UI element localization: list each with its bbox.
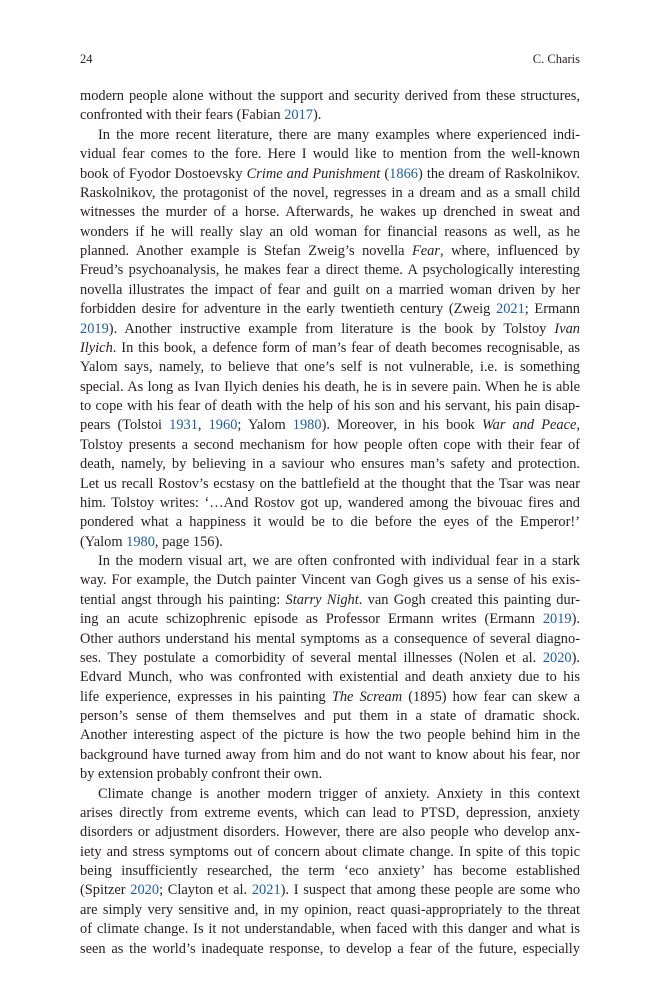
- text-line: [80, 87, 580, 106]
- text-run: forbidden desire for adventure in the early twentieth century (Zweig: [80, 301, 497, 318]
- text-line: [80, 688, 580, 707]
- text-run: by extension probably confront their own.: [80, 766, 323, 783]
- text-line: [80, 126, 580, 145]
- text-line: [80, 106, 580, 125]
- text-line: [80, 455, 580, 474]
- text-line: [80, 591, 580, 610]
- text-line: [80, 145, 580, 164]
- paragraph-1: [80, 87, 580, 126]
- text-run: to cope with his fear of death with the help of his son and his servant, his pain disap-: [80, 398, 580, 414]
- text-run: iety and stress symptoms out of concern about climate change. In spite of this topic: [80, 843, 580, 860]
- text-line: [80, 571, 580, 590]
- text-run: Edvard Munch, who was confronted with existential and death anxiety due to his: [80, 669, 580, 686]
- text-line: [80, 416, 580, 435]
- text-run: ). Moreover, in his book: [321, 417, 482, 434]
- text-run: Other authors understand his mental symptoms as a consequence of several diagno-: [80, 630, 580, 647]
- text-line: [80, 765, 580, 784]
- paragraph-2: [80, 126, 580, 552]
- text-line: [80, 920, 580, 939]
- italic-title: War and Peace: [481, 417, 577, 434]
- text-line: [80, 940, 580, 959]
- text-line: [80, 726, 580, 745]
- text-run: ). Another instructive example from literature is the book by Tolstoy: [108, 320, 555, 337]
- text-line: [80, 804, 580, 823]
- text-run: person’s sense of them themselves and put them in a state of dramatic shock.: [80, 708, 580, 724]
- text-run: In the more recent literature, there are many examples where experienced indi-: [98, 126, 580, 143]
- italic-title: Starry Night: [285, 591, 359, 608]
- text-run: ing an acute schizophrenic episode as Professor Ermann writes (Ermann: [80, 611, 543, 628]
- text-run: (Spitzer: [80, 882, 131, 899]
- text-line: [80, 649, 580, 668]
- citation-year-link[interactable]: 2020: [130, 882, 160, 899]
- text-line: [80, 242, 580, 261]
- text-run: ; Yalom: [237, 417, 293, 434]
- text-run: way. For example, the Dutch painter Vincent van Gogh gives us a sense of his exis-: [80, 572, 580, 589]
- text-run: planned. Another example is Stefan Zweig’s novella: [80, 243, 412, 259]
- text-line: [80, 785, 580, 804]
- page-number: 24: [80, 52, 93, 66]
- text-run: ,: [197, 417, 209, 434]
- text-run: seen as the world’s inadequate response, to develop a fear of the future, especially: [80, 940, 580, 957]
- text-line: [80, 901, 580, 920]
- text-run: (1895) how fear can skew a: [402, 688, 581, 705]
- text-line: [80, 610, 580, 629]
- body-text: [80, 87, 580, 959]
- italic-title: The Scream: [331, 688, 403, 705]
- text-line: [80, 746, 580, 765]
- text-run: him. Tolstoy writes: ‘…And Rostov got up, wandered among the bivouac fires and: [80, 494, 580, 511]
- citation-year-link[interactable]: 2019: [80, 320, 109, 337]
- text-run: Climate change is another modern trigger of anxiety. Anxiety in this context: [98, 785, 580, 802]
- text-run: . van Gogh created this painting dur-: [358, 591, 580, 608]
- text-run: witnesses the murder of a horse. Afterwards, he wakes up drenched in sweat and: [80, 204, 580, 221]
- text-run: novella illustrates the impact of fear and guilt on a married woman driven by her: [80, 281, 580, 298]
- text-line: [80, 668, 580, 687]
- citation-year-link[interactable]: 2021: [496, 301, 525, 318]
- text-run: ) the dream of Raskolnikov.: [417, 165, 580, 182]
- text-run: death, namely, by believing in a saviour who ensures man’s safety and protection.: [80, 456, 580, 473]
- text-run: In the modern visual art, we are often confronted with individual fear in a stark: [98, 553, 580, 569]
- text-line: [80, 320, 580, 339]
- text-run: modern people alone without the support and security derived from these structures,: [80, 88, 580, 104]
- citation-year-link[interactable]: 2017: [284, 107, 313, 124]
- text-run: background have turned away from him and do not want to know about his fear, nor: [80, 746, 580, 763]
- text-run: life experience, expresses in his painting: [80, 688, 332, 705]
- running-head-author: C. Charis: [532, 52, 580, 66]
- running-head: [80, 50, 580, 68]
- text-line: [80, 533, 580, 552]
- text-run: being insufficiently researched, the term ‘eco anxiety’ has become established: [80, 863, 580, 879]
- citation-year-link[interactable]: 1931: [169, 417, 198, 434]
- text-run: ses. They postulate a comorbidity of several mental illnesses (Nolen et al.: [80, 649, 543, 666]
- italic-title: Ilyich: [80, 339, 113, 356]
- text-line: [80, 707, 580, 726]
- text-run: confronted with their fears (Fabian: [80, 107, 285, 124]
- citation-year-link[interactable]: 2021: [251, 882, 281, 899]
- text-line: [80, 494, 580, 513]
- text-run: disorders or adjustment disorders. However, there are also people who develop anx-: [80, 824, 580, 841]
- text-run: ). I suspect that among these people are some who: [280, 882, 581, 899]
- text-run: Freud’s psychoanalysis, he makes fear a direct theme. A psychologically interesting: [80, 262, 580, 279]
- text-run: ).: [312, 107, 322, 124]
- citation-year-link[interactable]: 2020: [542, 649, 572, 666]
- citation-year-link[interactable]: 2019: [542, 611, 572, 628]
- citation-year-link[interactable]: 1960: [208, 417, 238, 434]
- text-line: [80, 862, 580, 881]
- text-run: vidual fear comes to the fore. Here I would like to mention from the well-known: [80, 146, 580, 163]
- text-line: [80, 436, 580, 455]
- text-run: pondered what a happiness it would be to die before the eyes of the Emperor!’: [80, 514, 580, 531]
- text-run: ).: [571, 649, 580, 666]
- text-run: ,: [576, 417, 580, 434]
- text-run: , page 156).: [154, 533, 223, 550]
- text-line: [80, 300, 580, 319]
- text-line: [80, 339, 580, 358]
- text-run: arises directly from extreme events, which can lead to PTSD, depression, anxiety: [80, 804, 580, 821]
- text-run: Raskolnikov, the protagonist of the novel, regresses in a dream and as a small child: [80, 184, 580, 201]
- text-run: Another interesting aspect of the picture is how the two people behind him in the: [80, 727, 580, 744]
- text-run: Tolstoy presents a second mechanism for how people often cope with their fear of: [80, 436, 580, 453]
- text-run: special. As long as Ivan Ilyich denies his death, he is in severe pain. When he is able: [80, 378, 580, 395]
- citation-year-link[interactable]: 1866: [389, 165, 418, 182]
- text-run: tential angst through his painting:: [80, 591, 286, 608]
- text-line: [80, 823, 580, 842]
- text-line: [80, 281, 580, 300]
- text-run: wonders if he will really slay an old woman for financial reasons as well, as he: [80, 223, 580, 240]
- citation-year-link[interactable]: 1980: [292, 417, 322, 434]
- paragraph-3: [80, 552, 580, 785]
- text-line: [80, 881, 580, 900]
- text-run: pears (Tolstoi: [80, 417, 170, 434]
- citation-year-link[interactable]: 1980: [126, 533, 155, 550]
- text-run: are simply very sensitive and, in my opinion, react quasi-appropriately to the threat: [80, 901, 580, 918]
- text-run: Yalom says, namely, to believe that one’s self is not vulnerable, i.e. is something: [80, 359, 580, 376]
- text-run: ; Ermann: [524, 301, 580, 318]
- italic-title: Fear: [411, 243, 440, 259]
- text-line: [80, 184, 580, 203]
- text-run: ).: [571, 611, 580, 628]
- text-line: [80, 261, 580, 280]
- text-line: [80, 378, 580, 397]
- text-run: . In this book, a defence form of man’s fear of death becomes recognisable, as: [112, 339, 580, 356]
- text-line: [80, 358, 580, 377]
- text-run: (: [380, 165, 390, 182]
- text-run: book of Fyodor Dostoevsky: [80, 165, 247, 182]
- text-line: [80, 203, 580, 222]
- text-run: ; Clayton et al.: [159, 882, 252, 899]
- paragraph-4: [80, 785, 580, 959]
- text-line: [80, 843, 580, 862]
- italic-title: Crime and Punishment: [246, 165, 381, 182]
- text-line: [80, 475, 580, 494]
- text-line: [80, 397, 580, 416]
- text-line: [80, 223, 580, 242]
- text-run: , where, influenced by: [439, 243, 580, 259]
- text-line: [80, 552, 580, 571]
- text-run: (Yalom: [80, 533, 127, 550]
- text-line: [80, 630, 580, 649]
- text-run: of climate change. Is it not understandable, when faced with this danger and what is: [80, 921, 580, 938]
- text-run: Let us recall Rostov’s ecstasy on the battlefield at the thought that the Tsar was near: [80, 475, 580, 492]
- text-line: [80, 513, 580, 532]
- text-line: [80, 165, 580, 184]
- italic-title: Ivan: [554, 320, 580, 337]
